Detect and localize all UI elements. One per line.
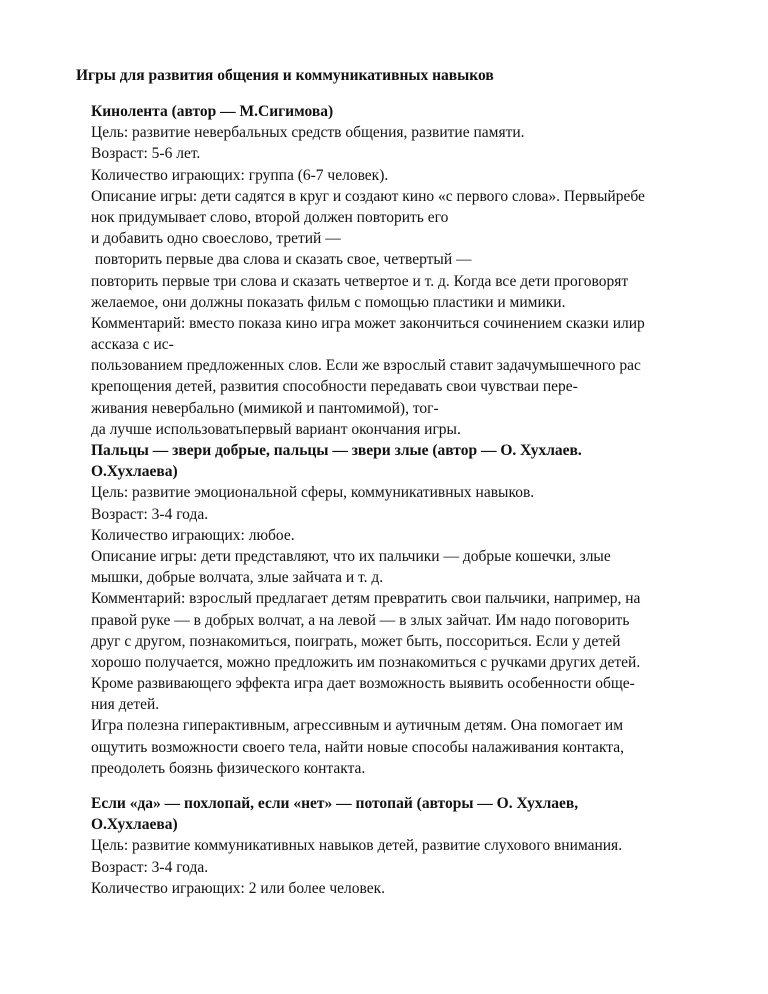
text-line: и добавить одно своеслово, третий — bbox=[91, 230, 341, 248]
section-spacer bbox=[91, 779, 741, 793]
text-line: желаемое, они должны показать фильм с помощью пластики и мимики. bbox=[91, 293, 566, 311]
text-line: Количество играющих: группа (6-7 человек). bbox=[91, 166, 389, 184]
text-line: повторить первые два слова и сказать свое, четвертый — bbox=[91, 251, 472, 269]
text-line: Возраст: 3-4 года. bbox=[91, 858, 209, 876]
text-line: повторить первые три слова и сказать четвертое и т. д. Когда все дети проговорят bbox=[91, 272, 629, 290]
text-line: мышки, добрые волчата, злые зайчата и т. д. bbox=[91, 569, 384, 587]
text-line: ощутить возможности своего тела, найти новые способы налаживания контакта, bbox=[91, 738, 625, 756]
section-paltsy-zveri bbox=[91, 440, 741, 779]
text-line: правой руке — в добрых волчат, а на левой — в злых зайчат. Им надо поговорить bbox=[91, 611, 630, 629]
text-line: Описание игры: дети садятся в круг и создают кино «с первого слова». Первыйребе bbox=[91, 187, 645, 205]
section-heading: Если «да» — похлопай, если «нет» — потопай (авторы — О. Хухлаев, bbox=[91, 795, 579, 812]
text-line: Цель: развитие коммуникативных навыков детей, развитие слухового внимания. bbox=[91, 837, 623, 855]
section-heading: О.Хухлаева) bbox=[91, 816, 178, 834]
text-line: ния детей. bbox=[91, 696, 160, 714]
text-line: Возраст: 3-4 года. bbox=[91, 505, 209, 523]
text-line: Игра полезна гиперактивным, агрессивным и аутичным детям. Она помогает им bbox=[91, 717, 624, 735]
document-body bbox=[91, 101, 741, 899]
text-line: хорошо получается, можно предложить им познакомиться с ручками других детей. bbox=[91, 653, 641, 671]
section-esli-da bbox=[91, 793, 741, 899]
text-line: преодолеть боязнь физического контакта. bbox=[91, 759, 366, 777]
text-line: Описание игры: дети представляют, что их пальчики — добрые кошечки, злые bbox=[91, 547, 611, 565]
text-line: Комментарий: вместо показа кино игра может закончиться сочинением сказки илир bbox=[91, 314, 645, 332]
text-line: Цель: развитие невербальных средств общения, развитие памяти. bbox=[91, 124, 525, 142]
text-line: да лучше использоватьпервый вариант окончания игры. bbox=[91, 420, 461, 438]
text-line: Цель: развитие эмоциональной сферы, коммуникативных навыков. bbox=[91, 484, 535, 502]
text-line: крепощения детей, развития способности передавать свои чувстваи пере- bbox=[91, 378, 578, 396]
text-line: пользованием предложенных слов. Если же взрослый ставит задачумышечного рас bbox=[91, 357, 641, 375]
text-line: Комментарий: взрослый предлагает детям превратить свои пальчики, например, на bbox=[91, 590, 641, 608]
text-line: друг с другом, познакомиться, поиграть, может быть, поссориться. Если у детей bbox=[91, 632, 621, 650]
text-line: Кроме развивающего эффекта игра дает возможность выявить особенности обще- bbox=[91, 675, 635, 693]
section-heading: Пальцы — звери добрые, пальцы — звери злые (автор — О. Хухлаев. bbox=[91, 442, 582, 459]
text-line: нок придумывает слово, второй должен повторить его bbox=[91, 208, 449, 226]
section-heading: О.Хухлаева) bbox=[91, 463, 178, 481]
section-kinolenta bbox=[91, 101, 741, 440]
text-line: Количество играющих: 2 или более человек. bbox=[91, 879, 386, 897]
document-title: Игры для развития общения и коммуникативных навыков bbox=[76, 67, 494, 84]
section-heading: Кинолента (автор — М.Сигимова) bbox=[91, 103, 334, 120]
text-line: живания невербально (мимикой и пантомимой), тог- bbox=[91, 399, 439, 417]
text-line: ассказа с ис- bbox=[91, 336, 174, 354]
text-line: Количество играющих: любое. bbox=[91, 526, 295, 544]
text-line: Возраст: 5-6 лет. bbox=[91, 145, 201, 163]
